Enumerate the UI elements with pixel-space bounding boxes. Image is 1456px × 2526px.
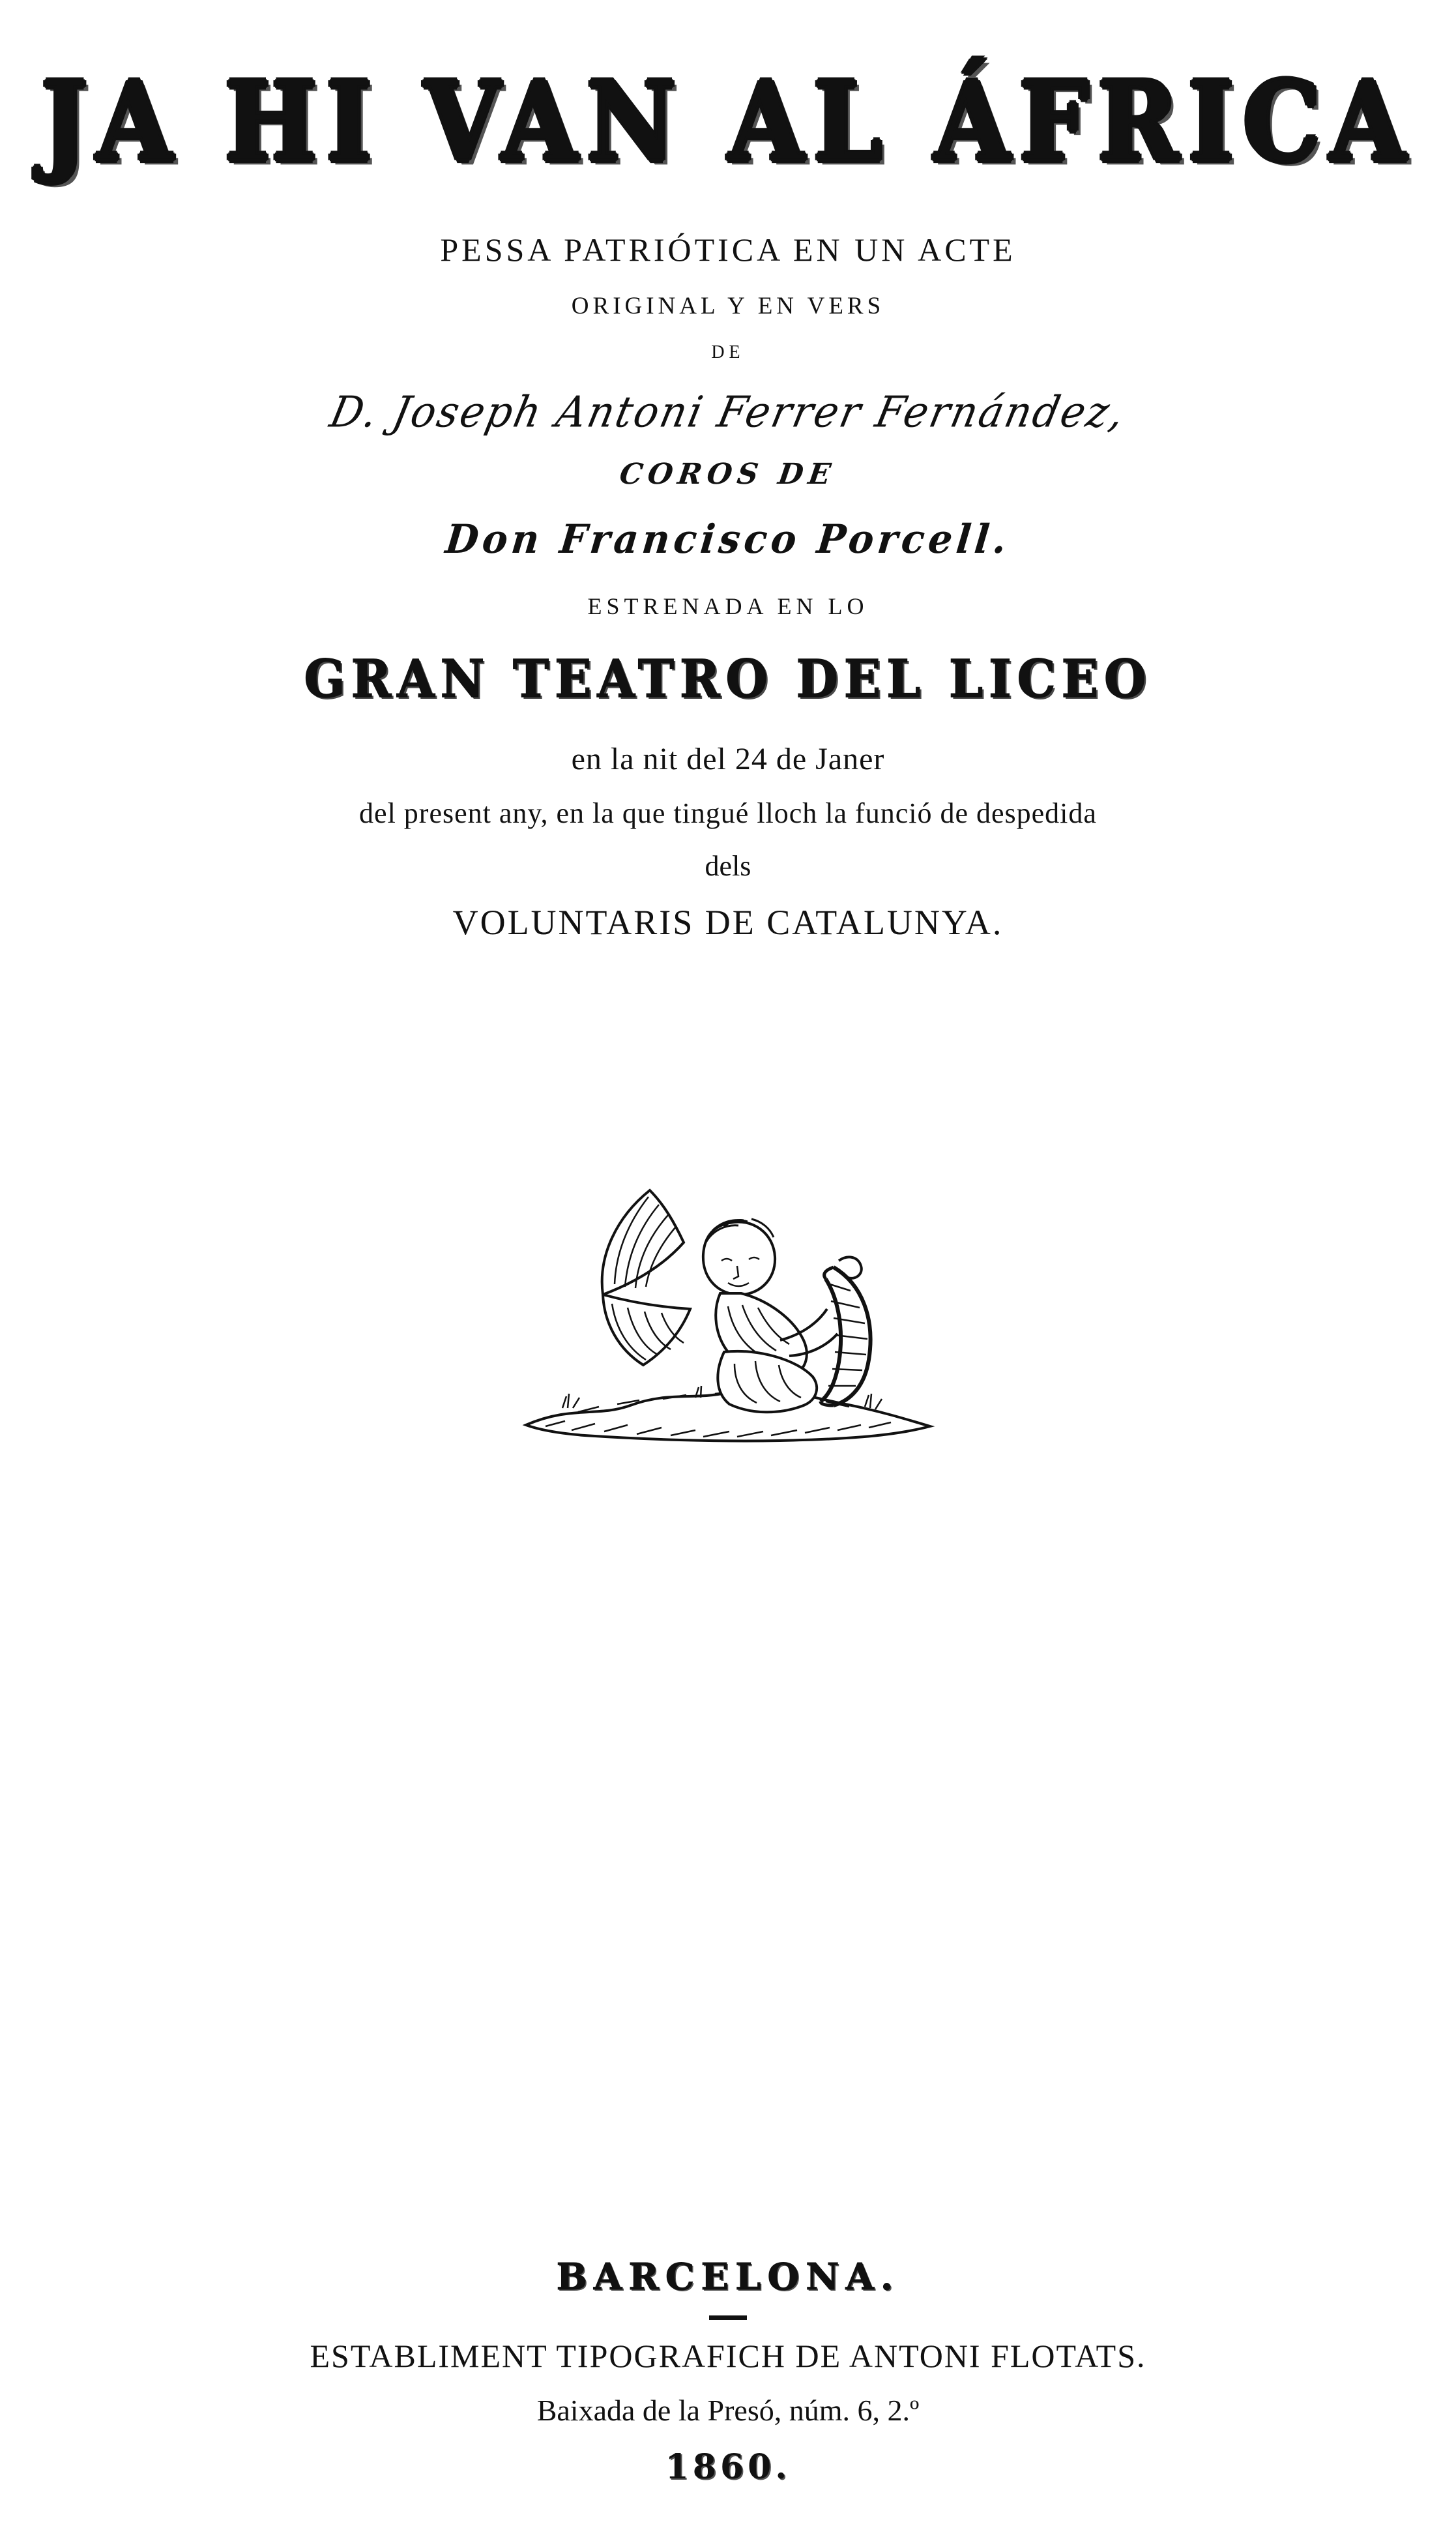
subtitle-genre: PESSA PATRIÓTICA EN UN ACTE bbox=[440, 231, 1016, 268]
imprint-year: 1860. bbox=[665, 2447, 791, 2487]
byline-preposition: DE bbox=[711, 342, 745, 362]
choruses-label: COROS DE bbox=[617, 457, 839, 491]
composer-name: Don Francisco Porcell. bbox=[443, 515, 1013, 563]
premiere-date: en la nit del 24 de Janer bbox=[571, 741, 885, 776]
premiere-occasion: del present any, en la que tingué lloch la funció de despedida bbox=[359, 797, 1097, 829]
imprint-city: BARCELONA. bbox=[556, 2255, 900, 2298]
honorees-name: VOLUNTARIS DE CATALUNYA. bbox=[452, 902, 1004, 942]
imprint-divider bbox=[709, 2315, 747, 2320]
honorees-preposition: dels bbox=[705, 849, 751, 882]
author-name: D. Joseph Antoni Ferrer Fernández, bbox=[325, 386, 1131, 437]
page-title: JA HI VAN AL ÁFRICA bbox=[41, 57, 1415, 186]
subtitle-original-verse: ORIGINAL Y EN VERS bbox=[571, 292, 885, 319]
imprint-printer: ESTABLIMENT TIPOGRAFICH DE ANTONI FLOTATS. bbox=[310, 2338, 1146, 2374]
cherub-with-lyre-icon bbox=[480, 1138, 976, 1477]
theatre-name: GRAN TEATRO DEL LICEO bbox=[304, 649, 1152, 709]
imprint-block bbox=[0, 2255, 1456, 2487]
imprint-address: Baixada de la Presó, núm. 6, 2.º bbox=[536, 2394, 920, 2427]
premiere-label: ESTRENADA EN LO bbox=[587, 593, 869, 619]
